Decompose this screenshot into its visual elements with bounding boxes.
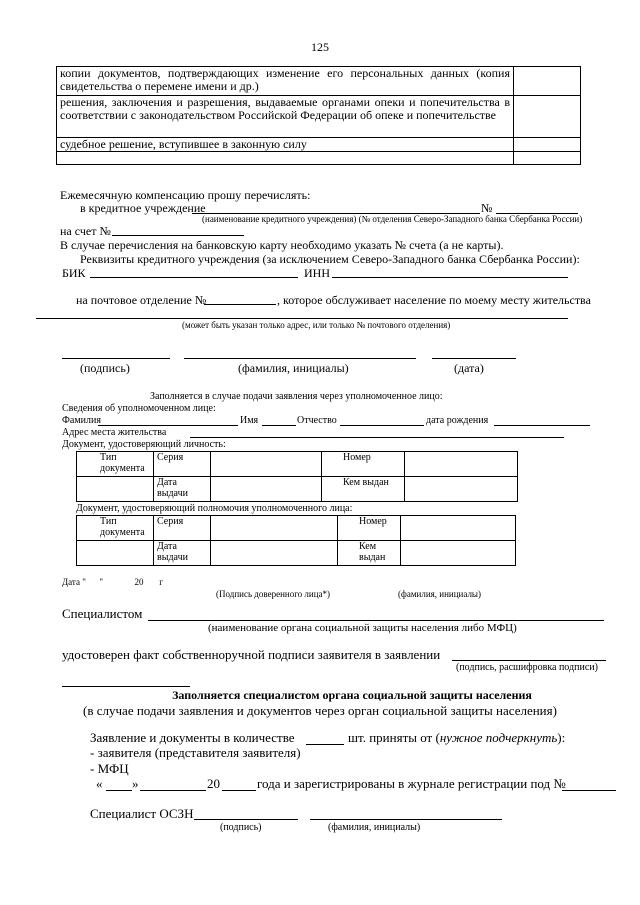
- table-row: [77, 516, 516, 541]
- date-field[interactable]: [432, 358, 516, 359]
- surname-label: Фамилия: [62, 415, 101, 426]
- signature-caption: (подпись): [80, 361, 130, 375]
- certified-extra-field[interactable]: [62, 686, 190, 687]
- page-number: 125: [311, 40, 329, 54]
- osszn-name-caption: (фамилия, инициалы): [328, 822, 421, 833]
- date-caption: (дата): [454, 361, 484, 375]
- documents-table: [56, 66, 581, 165]
- issued-by-label: Кем выдан: [322, 477, 405, 502]
- option-mfc[interactable]: - МФЦ: [90, 761, 129, 776]
- received-italic: нужное подчеркнуть: [439, 730, 558, 745]
- table-row: [77, 541, 516, 566]
- table-row: [77, 477, 518, 502]
- issue-date-label: Дата выдачи: [154, 541, 211, 566]
- certified-hint: (подпись, расшифровка подписи): [456, 662, 598, 673]
- inn-label: ИНН: [304, 266, 330, 280]
- received-suffix: ):: [557, 730, 566, 745]
- specialist-organ-field[interactable]: [148, 620, 604, 621]
- empty-cell: [77, 541, 154, 566]
- reg-close-quote: »: [132, 776, 139, 791]
- issued-by-field[interactable]: [401, 541, 516, 566]
- reg-text: года и зарегистрированы в журнале регистрации под №: [257, 776, 566, 791]
- id-document-table: [76, 451, 518, 502]
- patronymic-field[interactable]: [340, 425, 424, 426]
- post-office-field[interactable]: [204, 304, 276, 305]
- table-cell: [57, 152, 514, 165]
- card-note: В случае перечисления на банковскую карту необходимо указать № счета (а не карты).: [60, 238, 504, 252]
- number-field[interactable]: [405, 452, 518, 477]
- reg-year-prefix: 20: [207, 776, 220, 791]
- table-cell: [514, 96, 581, 138]
- representative-info: Сведения об уполномоченном лице:: [62, 403, 216, 414]
- inn-field[interactable]: [332, 277, 568, 278]
- trustee-signature-caption: (Подпись доверенного лица*): [216, 589, 331, 599]
- table-cell: [514, 67, 581, 96]
- osszn-title: Заполняется специалистом органа социальной защиты населения: [172, 688, 532, 702]
- issue-date-field[interactable]: [211, 541, 338, 566]
- osszn-signature-caption: (подпись): [220, 822, 262, 833]
- applicant-name-field[interactable]: [184, 358, 416, 359]
- table-cell: [514, 152, 581, 165]
- authority-document-table: [76, 515, 516, 566]
- certified-signature-field[interactable]: [452, 660, 606, 661]
- representative-heading: Заполняется в случае подачи заявления через уполномоченное лицо:: [150, 391, 443, 402]
- id-document-label: Документ, удостоверяющий личность:: [62, 439, 226, 450]
- account-number-field[interactable]: [112, 235, 244, 236]
- doc-type-label: Тип документа: [77, 516, 154, 541]
- specialist-hint: (наименование органа социальной защиты населения либо МФЦ): [208, 622, 517, 634]
- first-name-field[interactable]: [262, 425, 296, 426]
- issued-by-field[interactable]: [405, 477, 518, 502]
- compensation-intro: Ежемесячную компенсацию прошу перечислять:: [60, 188, 311, 202]
- number-label: Номер: [338, 516, 401, 541]
- post-prefix: на почтовое отделение №: [76, 293, 207, 307]
- post-suffix: , которое обслуживает население по моему месту жительства: [277, 293, 591, 307]
- surname-field[interactable]: [98, 425, 238, 426]
- number-sign: №: [481, 201, 493, 215]
- post-address-field[interactable]: [36, 318, 568, 319]
- requisites-label: Реквизиты кредитного учреждения (за исключением Северо-Западного банка Сбербанка России):: [80, 252, 580, 266]
- issue-date-field[interactable]: [211, 477, 322, 502]
- specialist-label: Специалистом: [62, 606, 143, 621]
- table-cell: копии документов, подтверждающих изменение его персональных данных (копия свидетельства о перемене имени и др.): [57, 67, 514, 96]
- table-row: [57, 152, 581, 165]
- patronymic-label: Отчество: [297, 415, 337, 426]
- reg-year-field[interactable]: [222, 790, 256, 791]
- birth-date-field[interactable]: [494, 425, 590, 426]
- certified-label: удостоверен факт собственноручной подписи заявителя в заявлении: [62, 647, 441, 662]
- doc-type-label: Тип документа: [77, 452, 154, 477]
- name-caption: (фамилия, инициалы): [238, 361, 349, 375]
- empty-cell: [77, 477, 154, 502]
- received-prefix: Заявление и документы в количестве: [90, 730, 295, 745]
- issued-by-label: Кем выдан: [338, 541, 401, 566]
- table-row: [57, 96, 581, 138]
- received-mid: шт. приняты от (: [348, 730, 440, 745]
- documents-count-field[interactable]: [306, 744, 344, 745]
- table-cell: судебное решение, вступившее в законную силу: [57, 138, 514, 152]
- series-label: Серия: [154, 452, 211, 477]
- trustee-name-caption: (фамилия, инициалы): [398, 589, 481, 599]
- bik-label: БИК: [62, 266, 86, 280]
- table-row: [77, 452, 518, 477]
- osszn-specialist-label: Специалист ОСЗН: [90, 806, 194, 821]
- reg-open-quote: «: [96, 776, 103, 791]
- reg-month-field[interactable]: [140, 790, 206, 791]
- received-text: [348, 730, 565, 746]
- signature-field[interactable]: [62, 358, 170, 359]
- osszn-signature-field[interactable]: [194, 819, 298, 820]
- number-field[interactable]: [401, 516, 516, 541]
- osszn-name-field[interactable]: [310, 819, 502, 820]
- bank-label: в кредитное учреждение: [80, 201, 206, 215]
- series-label: Серия: [154, 516, 211, 541]
- address-field[interactable]: [190, 437, 564, 438]
- bik-field[interactable]: [90, 277, 298, 278]
- series-field[interactable]: [211, 516, 338, 541]
- number-label: Номер: [322, 452, 405, 477]
- series-field[interactable]: [211, 452, 322, 477]
- osszn-subtitle: (в случае подачи заявления и документов через орган социальной защиты населения): [83, 703, 557, 718]
- table-cell: решения, заключения и разрешения, выдаваемые органами опеки и попечительства в соответствии с законодательством Российской Федерации об опеке и попечительстве: [57, 96, 514, 138]
- address-label: Адрес места жительства: [62, 427, 167, 438]
- table-row: [57, 138, 581, 152]
- reg-day-field[interactable]: [106, 790, 132, 791]
- reg-number-field[interactable]: [562, 790, 616, 791]
- account-label: на счет №: [60, 224, 111, 238]
- post-hint: (может быть указан только адрес, или только № почтового отделения): [182, 320, 451, 330]
- birth-date-label: дата рождения: [426, 415, 489, 426]
- first-name-label: Имя: [240, 415, 259, 426]
- trustee-date-line: Дата " " 20 г: [62, 577, 163, 587]
- option-applicant[interactable]: - заявителя (представителя заявителя): [90, 745, 301, 760]
- table-row: [57, 67, 581, 96]
- issue-date-label: Дата выдачи: [154, 477, 211, 502]
- authority-document-label: Документ, удостоверяющий полномочия уполномоченного лица:: [76, 503, 353, 514]
- table-cell: [514, 138, 581, 152]
- bank-hint: (наименование кредитного учреждения) (№ отделения Северо-Западного банка Сбербанка России): [202, 214, 583, 224]
